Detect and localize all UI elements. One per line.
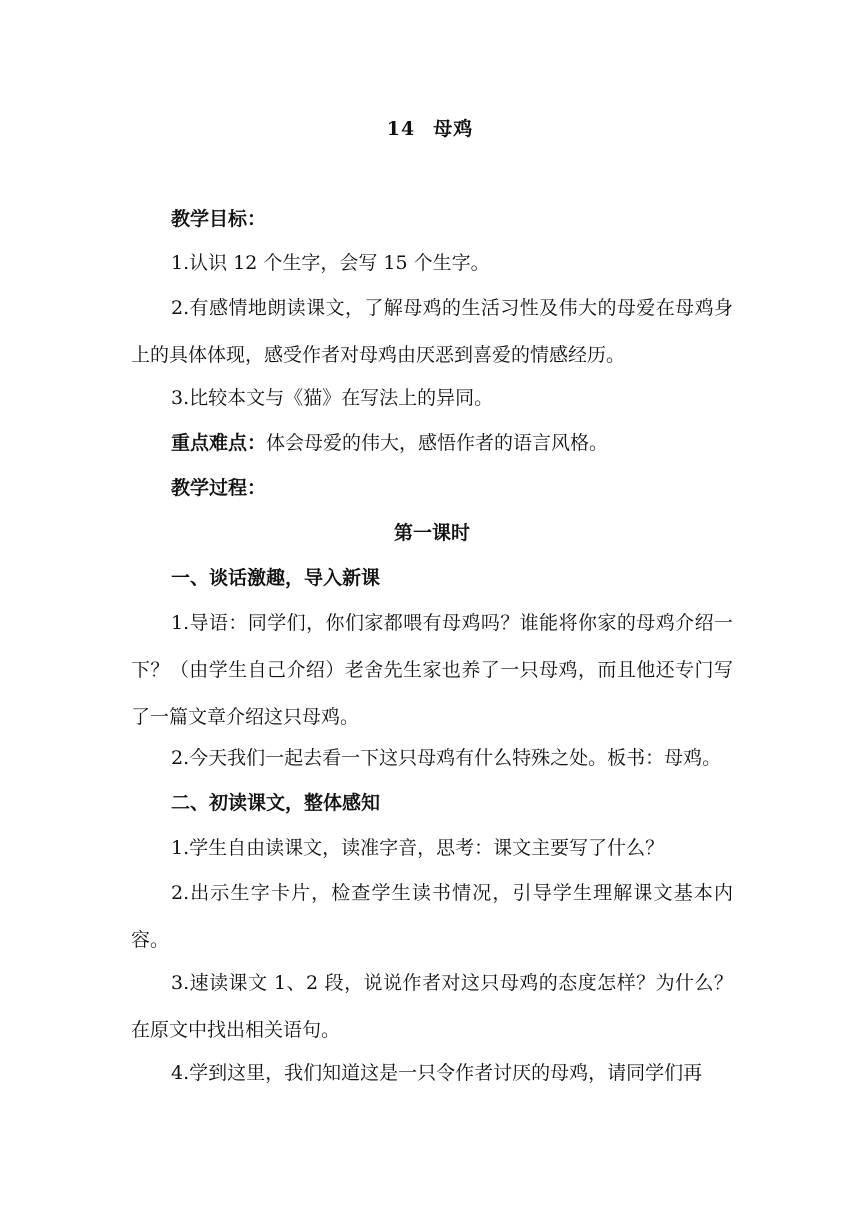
- section-2-item-3: 3.速读课文 1、2 段，说说作者对这只母鸡的态度怎样？为什么？在原文中找出相关语句。: [131, 972, 733, 1041]
- process-heading: 教学过程：: [171, 477, 267, 499]
- goal-item-2: 2.有感情地朗读课文，了解母鸡的生活习性及伟大的母爱在母鸡身上的具体体现，感受作者对母鸡由厌恶到喜爱的情感经历。: [131, 297, 733, 366]
- section-2-item-4: 4.学到这里，我们知道这是一只令作者讨厌的母鸡，请同学们再: [171, 1062, 703, 1084]
- lesson-title: 母鸡: [433, 118, 474, 140]
- key-points-label: 重点难点：: [171, 432, 267, 454]
- section-1-heading: 一、谈话激趣，导入新课: [171, 567, 381, 589]
- section-1-item-1: 1.导语：同学们，你们家都喂有母鸡吗？谁能将你家的母鸡介绍一下？（由学生自己介绍）老舍先生家也养了一只母鸡，而且他还专门写了一篇文章介绍这只母鸡。: [131, 612, 733, 728]
- key-points: [131, 420, 733, 467]
- lesson-period-heading: 第一课时: [393, 522, 470, 544]
- goal-item-1: 1.认识 12 个生字，会写 15 个生字。: [171, 252, 490, 274]
- lesson-number: 14: [386, 118, 416, 140]
- page-title: [0, 114, 860, 141]
- section-1-item-2: 2.今天我们一起去看一下这只母鸡有什么特殊之处。板书：母鸡。: [171, 747, 722, 769]
- section-2-item-1: 1.学生自由读课文，读准字音，思考：课文主要写了什么？: [171, 837, 665, 859]
- goals-heading: 教学目标：: [171, 208, 267, 230]
- section-2-heading: 二、初读课文，整体感知: [171, 792, 381, 814]
- goal-item-3: 3.比较本文与《猫》在写法上的异同。: [171, 387, 494, 409]
- section-2-item-2: 2.出示生字卡片，检查学生读书情况，引导学生理解课文基本内容。: [131, 882, 733, 951]
- key-points-text: 体会母爱的伟大，感悟作者的语言风格。: [266, 432, 609, 454]
